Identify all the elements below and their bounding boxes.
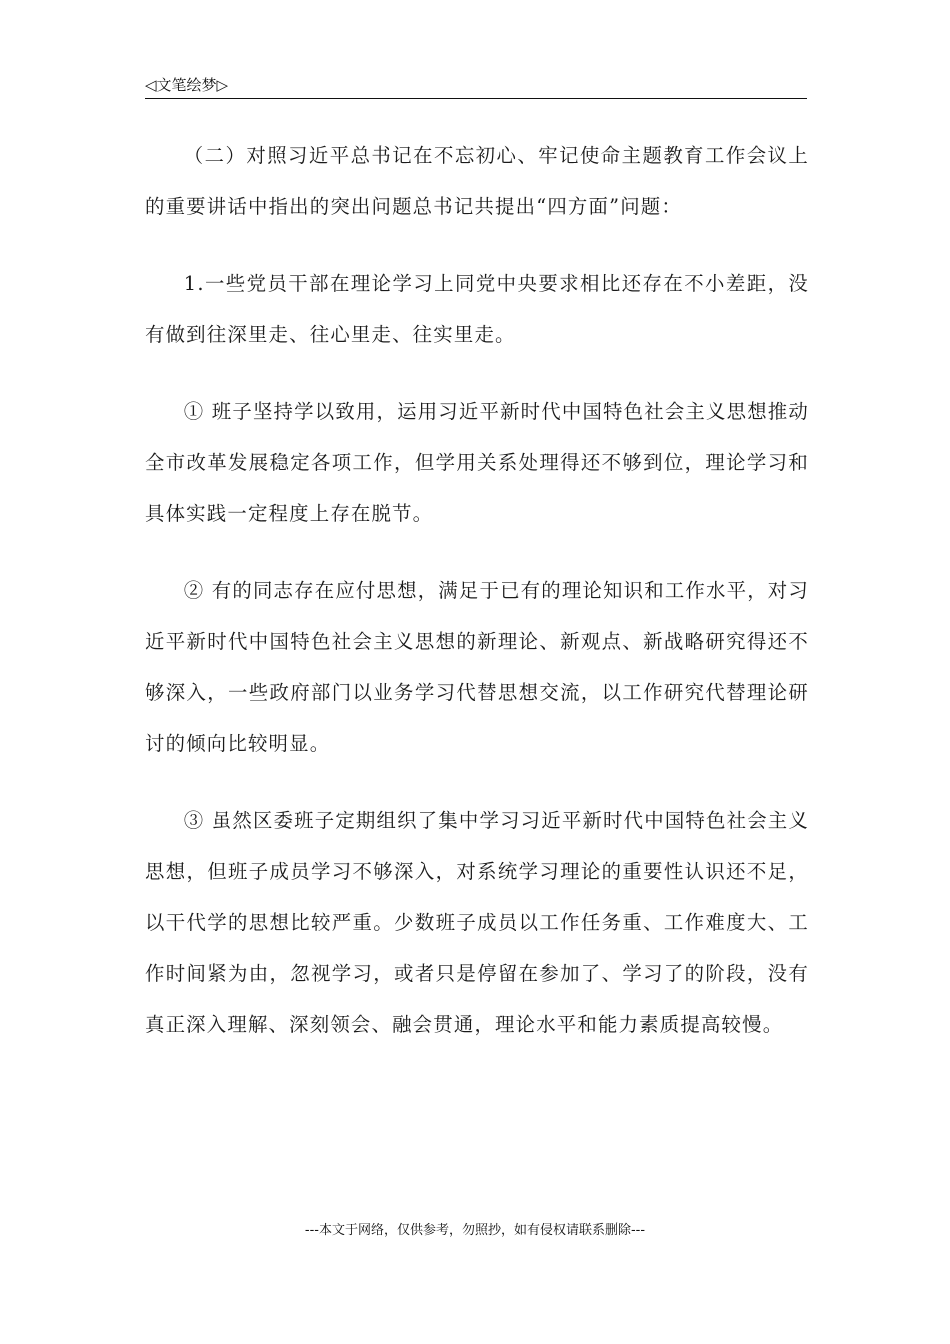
paragraph-point-2: ② 有的同志存在应付思想，满足于已有的理论知识和工作水平，对习近平新时代中国特色社会主义思想的新理论、新观点、新战略研究得还不够深入，一些政府部门以业务学习代替思想交流，以工作研究代替理论研讨的倾向比较明显。 (145, 579, 809, 755)
paragraph-section-two: （二）对照习近平总书记在不忘初心、牢记使命主题教育工作会议上的重要讲话中指出的突出问题总书记共提出“四方面”问题： (145, 144, 809, 218)
page-header (145, 72, 807, 99)
header-brand-text: ◁文笔绘梦▷ (145, 76, 229, 94)
page-footer-disclaimer: ---本文于网络，仅供参考，勿照抄，如有侵权请联系删除--- (304, 1223, 646, 1238)
paragraph-item-one: 1.一些党员干部在理论学习上同党中央要求相比还存在不小差距，没有做到往深里走、往心里走、往实里走。 (145, 272, 809, 346)
paragraph-point-1: ① 班子坚持学以致用，运用习近平新时代中国特色社会主义思想推动全市改革发展稳定各项工作，但学用关系处理得还不够到位，理论学习和具体实践一定程度上存在脱节。 (145, 400, 809, 525)
document-body (145, 130, 809, 1076)
paragraph-point-3: ③ 虽然区委班子定期组织了集中学习习近平新时代中国特色社会主义思想，但班子成员学习不够深入，对系统学习理论的重要性认识还不足，以干代学的思想比较严重。少数班子成员以工作任务重、工作难度大、工作时间紧为由，忽视学习，或者只是停留在参加了、学习了的阶段，没有真正深入理解、深刻领会、融会贯通，理论水平和能力素质提高较慢。 (145, 809, 809, 1036)
